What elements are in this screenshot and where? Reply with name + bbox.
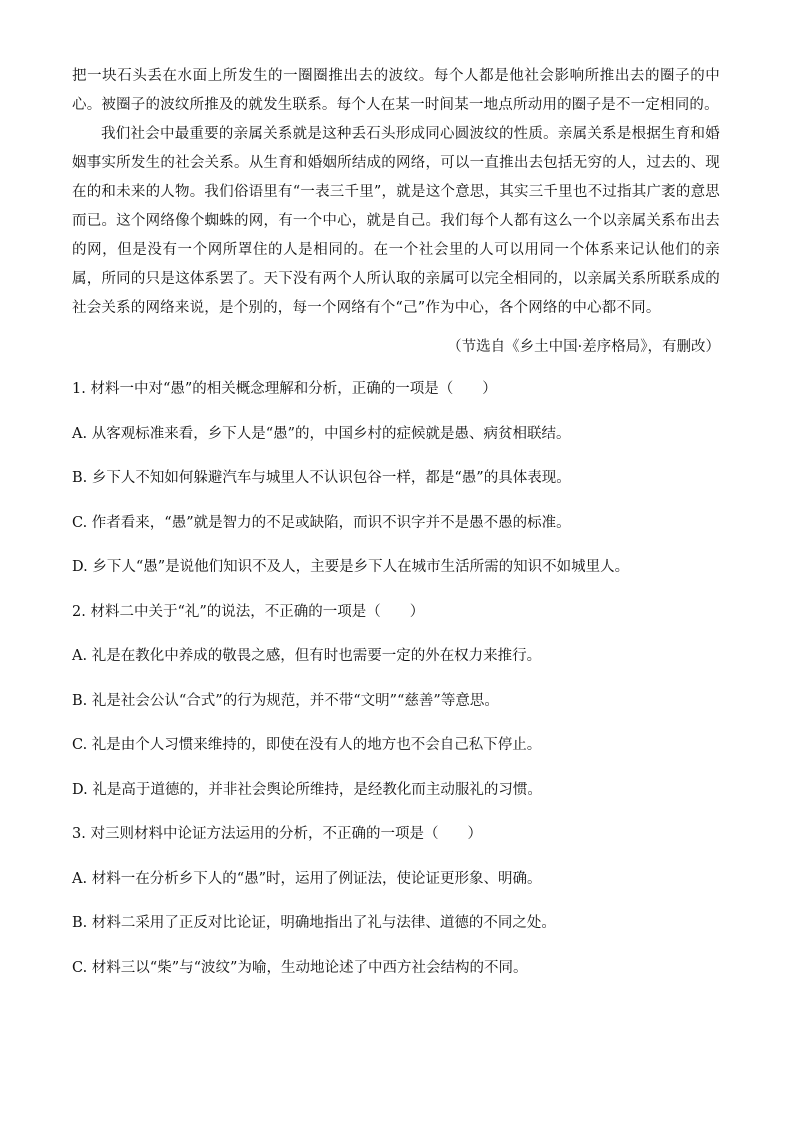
question-1-option-b: B. 乡下人不知如何躲避汽车与城里人不认识包谷一样，都是“愚”的具体表现。 [72, 470, 571, 486]
question-2-option-d: D. 礼是高于道德的，并非社会舆论所维持，是经教化而主动服礼的习惯。 [72, 781, 542, 798]
question-1-option-a: A. 从客观标准来看，乡下人是“愚”的，中国乡村的症候就是愚、病贫相联结。 [72, 425, 571, 442]
question-3-option-b: B. 材料二采用了正反对比论证，明确地指出了礼与法律、道德的不同之处。 [72, 915, 556, 931]
question-1-option-d: D. 乡下人“愚”是说他们知识不及人，主要是乡下人在城市生活所需的知识不如城里人。 [72, 559, 630, 575]
question-3-option-c: C. 材料三以“柴”与“波纹”为喻，生动地论述了中西方社会结构的不同。 [72, 959, 528, 976]
passage-paragraph-1: 把一块石头丢在水面上所发生的一圈圈推出去的波纹。每个人都是他社会影响所推出去的圈子的中心。被圈子的波纹所推及的就发生联系。每个人在某一时间某一地点所动用的圈子是不一定相同的。 [72, 68, 720, 113]
question-2-option-b: B. 礼是社会公认“合式”的行为规范，并不带“文明”“慈善”等意思。 [72, 692, 499, 709]
question-3-option-a: A. 材料一在分析乡下人的“愚”时，运用了例证法，使论证更形象、明确。 [72, 870, 542, 887]
question-1-stem: 1. 材料一中对“愚”的相关概念理解和分析，正确的一项是（ ） [72, 381, 497, 397]
passage-paragraph-2: 我们社会中最重要的亲属关系就是这种丢石头形成同心圆波纹的性质。亲属关系是根据生育和婚姻事实所发生的社会关系。从生育和婚姻所结成的网络，可以一直推出去包括无穷的人，过去的、现在的和未来的人物。我们俗语里有“一表三千里”，就是这个意思，其实三千里也不过指其广袤的意思而已。这个网络像个蜘蛛的网，有一个中心，就是自己。我们每个人都有这么一个以亲属关系布出去的网，但是没有一个网所罩住的人是相同的。在一个社会里的人可以用同一个体系来记认他们的亲属，所同的只是这体系罢了。天下没有两个人所认取的亲属可以完全相同的，以亲属关系所联系成的社会关系的网络来说，是个别的，每一个网络有个“己”作为中心，各个网络的中心都不同。 [72, 126, 720, 316]
question-2-option-a: A. 礼是在教化中养成的敬畏之感，但有时也需要一定的外在权力来推行。 [72, 648, 542, 664]
passage-source: （节选自《乡土中国·差序格局》，有删改） [447, 339, 720, 355]
question-2-stem: 2. 材料二中关于“礼”的说法，不正确的一项是（ ） [72, 603, 425, 620]
document-page [72, 62, 720, 978]
question-3-stem: 3. 对三则材料中论证方法运用的分析，不正确的一项是（ ） [72, 826, 482, 842]
question-1-option-c: C. 作者看来，“愚”就是智力的不足或缺陷，而识不识字并不是愚不愚的标准。 [72, 514, 571, 531]
question-2-option-c: C. 礼是由个人习惯来维持的，即使在没有人的地方也不会自己私下停止。 [72, 737, 542, 753]
